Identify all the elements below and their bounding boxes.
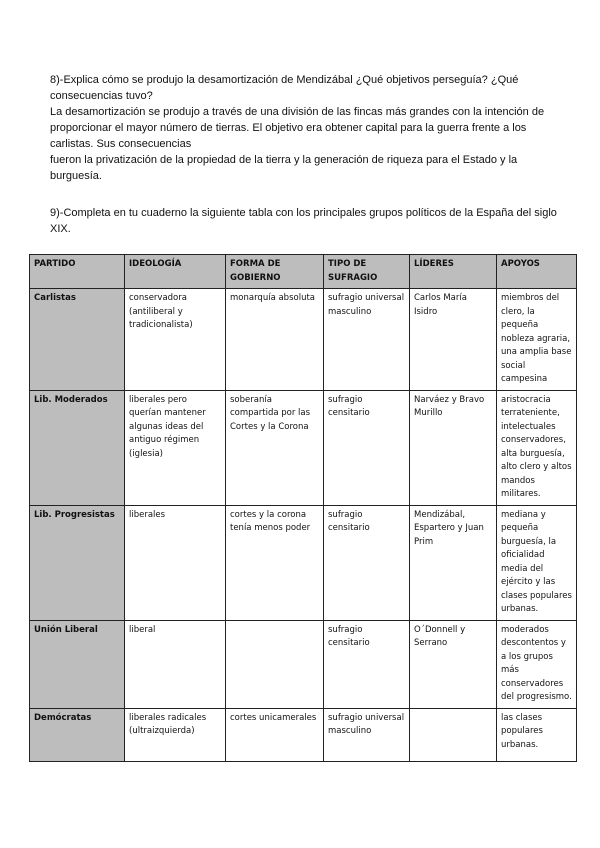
cell-forma-gobierno: monarquía absoluta (226, 289, 324, 391)
cell-forma-gobierno (226, 620, 324, 708)
cell-partido: Demócratas (30, 708, 125, 761)
header-apoyos: APOYOS (497, 255, 577, 289)
cell-lideres: Mendizábal, Espartero y Juan Prim (410, 505, 497, 620)
cell-apoyos: miembros del clero, la pequeña nobleza agraria, una amplia base social campesina (497, 289, 577, 391)
question-8-title: 8)-Explica cómo se produjo la desamortización de Mendizábal ¿Qué objetivos perseguía? ¿Qué consecuencias tuvo? (50, 74, 519, 102)
cell-tipo-sufragio: sufragio censitario (324, 620, 410, 708)
cell-ideologia: liberales pero querían mantener algunas ideas del antiguo régimen (iglesia) (125, 390, 226, 505)
table-row-progresistas (30, 505, 577, 620)
header-forma-gobierno: FORMA DE GOBIERNO (226, 255, 324, 289)
cell-partido: Unión Liberal (30, 620, 125, 708)
table-row-carlistas (30, 289, 577, 391)
cell-lideres: Carlos María Isidro (410, 289, 497, 391)
cell-apoyos: las clases populares urbanas. (497, 708, 577, 761)
cell-tipo-sufragio: sufragio universal masculino (324, 289, 410, 391)
cell-apoyos: moderados descontentos y a los grupos más conservadores del progresismo. (497, 620, 577, 708)
cell-ideologia: conservadora (antiliberal y tradicionalista) (125, 289, 226, 391)
cell-partido: Lib. Moderados (30, 390, 125, 505)
cell-ideologia: liberales (125, 505, 226, 620)
table-row-moderados (30, 390, 577, 505)
cell-partido: Lib. Progresistas (30, 505, 125, 620)
cell-forma-gobierno: cortes y la corona tenía menos poder (226, 505, 324, 620)
cell-forma-gobierno: soberanía compartida por las Cortes y la Corona (226, 390, 324, 505)
cell-ideologia: liberales radicales (ultraizquierda) (125, 708, 226, 761)
header-partido: PARTIDO (30, 255, 125, 289)
question-8-answer-part-1: La desamortización se produjo a través de una división de las fincas más grandes con la intención de proporcionar el mayor número de tierras. El objetivo era obtener capital para la guerra frente a los carlistas. Sus consecuencias (50, 106, 545, 150)
cell-apoyos: aristocracia terrateniente, intelectuales conservadores, alta burguesía, alto clero y altos mandos militares. (497, 390, 577, 505)
table-row-union-liberal (30, 620, 577, 708)
header-ideologia: IDEOLOGÍA (125, 255, 226, 289)
cell-tipo-sufragio: sufragio universal masculino (324, 708, 410, 761)
cell-partido: Carlistas (30, 289, 125, 391)
political-groups-table (29, 254, 577, 762)
header-lideres: LÍDERES (410, 255, 497, 289)
question-8-block (50, 72, 560, 184)
table-header-row (30, 255, 577, 289)
question-9-title: 9)-Completa en tu cuaderno la siguiente tabla con los principales grupos políticos de la España del siglo XIX. (50, 207, 557, 235)
header-tipo-sufragio: TIPO DE SUFRAGIO (324, 255, 410, 289)
cell-apoyos: mediana y pequeña burguesía, la oficialidad media del ejército y las clases populares urbanas. (497, 505, 577, 620)
cell-lideres: O´Donnell y Serrano (410, 620, 497, 708)
cell-tipo-sufragio: sufragio censitario (324, 390, 410, 505)
cell-tipo-sufragio: sufragio censitario (324, 505, 410, 620)
cell-lideres: Narváez y Bravo Murillo (410, 390, 497, 505)
cell-ideologia: liberal (125, 620, 226, 708)
cell-lideres (410, 708, 497, 761)
question-8-answer-part-2: fueron la privatización de la propiedad de la tierra y la generación de riqueza para el Estado y la burguesía. (50, 154, 518, 182)
question-9-block (50, 205, 560, 237)
cell-forma-gobierno: cortes unicamerales (226, 708, 324, 761)
table-row-democratas (30, 708, 577, 761)
